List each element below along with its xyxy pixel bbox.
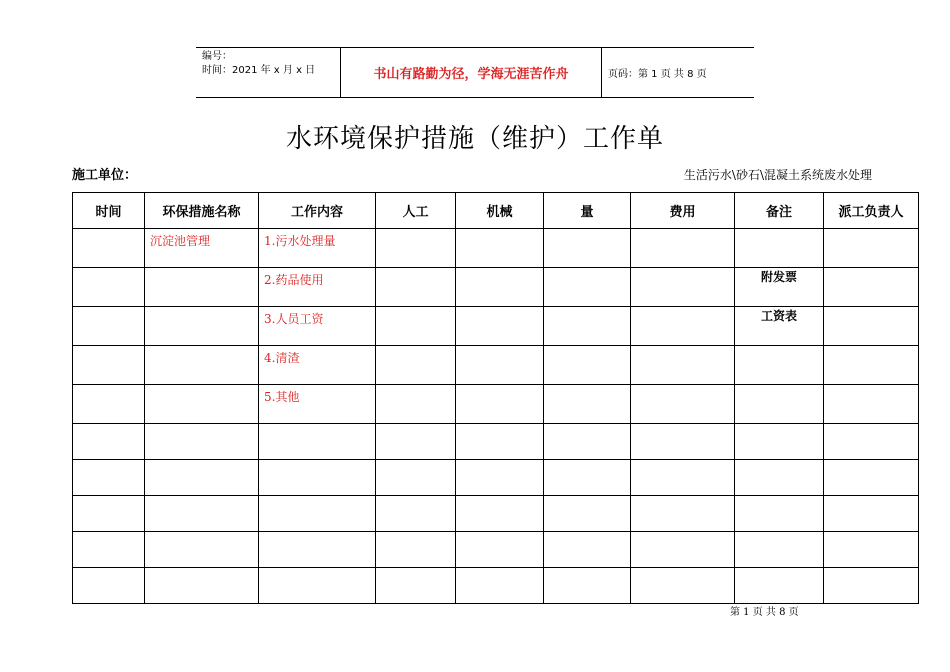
header-left: [202, 50, 315, 78]
table-row: [73, 268, 919, 307]
table-row: [73, 307, 919, 346]
table-row: [73, 424, 919, 460]
page-footer: 第 1 页 共 8 页: [730, 607, 799, 618]
table-row: [73, 460, 919, 496]
measure-name: 沉淀池管理: [145, 229, 259, 268]
doc-header: [196, 47, 754, 98]
work-content-3: 3.人员工资: [259, 307, 376, 346]
code-label: 编号：: [202, 51, 232, 62]
table-row: [73, 568, 919, 604]
col-remarks: 备注: [735, 193, 824, 229]
work-content-5: 5.其他: [259, 385, 376, 424]
page-info: 页码：第 1 页 共 8 页: [608, 69, 707, 80]
time-label: 时间：2021 年 x 月 x 日: [202, 65, 316, 76]
construction-unit-label: 施工单位：: [72, 168, 138, 183]
work-content-4: 4.清渣: [259, 346, 376, 385]
table-row: [73, 496, 919, 532]
col-measure-name: 环保措施名称: [145, 193, 259, 229]
col-labor: 人工: [376, 193, 456, 229]
note-invoice: 附发票: [735, 268, 824, 307]
table-row: [73, 385, 919, 424]
table-row: [73, 229, 919, 268]
table-row: [73, 532, 919, 568]
col-machinery: 机械: [456, 193, 544, 229]
page-title: 水环境保护措施（维护）工作单: [285, 124, 664, 154]
work-order-table: [72, 192, 919, 604]
work-content-2: 2.药品使用: [259, 268, 376, 307]
col-supervisor: 派工负责人: [824, 193, 919, 229]
col-cost: 费用: [631, 193, 735, 229]
col-work-content: 工作内容: [259, 193, 376, 229]
motto: 书山有路勤为径，学海无涯苦作舟: [340, 48, 602, 97]
col-quantity: 量: [544, 193, 631, 229]
table-row: [73, 346, 919, 385]
work-content-1: 1.污水处理量: [259, 229, 376, 268]
system-description: 生活污水\砂石\混凝土系统废水处理: [683, 168, 872, 182]
table-header-row: [73, 193, 919, 229]
col-time: 时间: [73, 193, 145, 229]
note-payroll: 工资表: [735, 307, 824, 346]
